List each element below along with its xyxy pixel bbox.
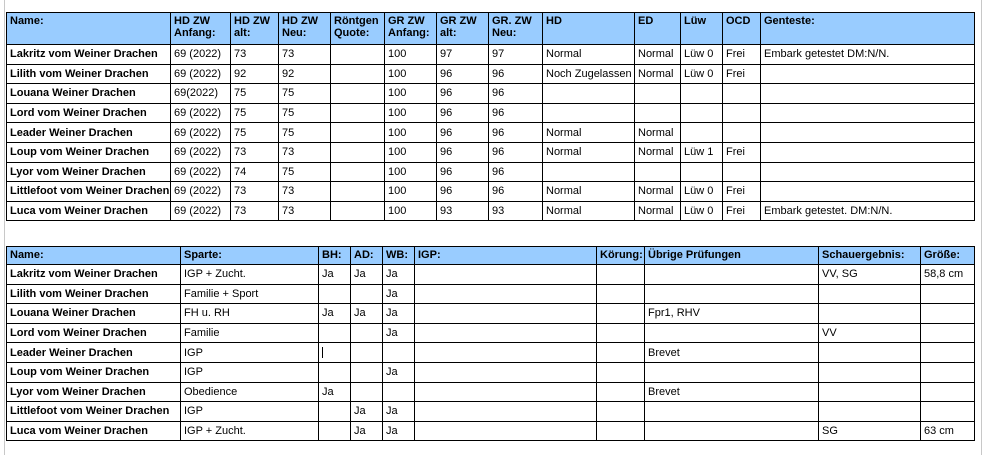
table-cell[interactable] bbox=[761, 103, 975, 123]
dog-name-cell[interactable]: Lilith vom Weiner Drachen bbox=[7, 284, 181, 304]
table-cell[interactable] bbox=[331, 64, 385, 84]
col-wb[interactable]: WB: bbox=[383, 247, 415, 265]
table-cell[interactable] bbox=[635, 103, 681, 123]
table-cell[interactable]: Frei bbox=[723, 64, 761, 84]
table-cell[interactable]: Normal bbox=[635, 123, 681, 143]
table-row bbox=[7, 343, 975, 363]
table-cell[interactable] bbox=[383, 343, 415, 363]
dog-name-cell[interactable]: Lyor vom Weiner Drachen bbox=[7, 162, 171, 182]
col-ocd[interactable]: OCD bbox=[723, 13, 761, 45]
table-cell[interactable]: 69 (2022) bbox=[171, 162, 231, 182]
table-cell[interactable]: 69 (2022) bbox=[171, 201, 231, 221]
table-cell[interactable] bbox=[723, 84, 761, 104]
table-cell[interactable]: Ja bbox=[351, 402, 383, 422]
table-row bbox=[7, 304, 975, 324]
table-cell[interactable] bbox=[921, 323, 975, 343]
table-cell[interactable] bbox=[319, 323, 351, 343]
table-cell[interactable] bbox=[597, 265, 645, 285]
dog-name-cell[interactable]: Leader Weiner Drachen bbox=[7, 343, 181, 363]
table-cell[interactable] bbox=[331, 45, 385, 65]
col-gr-zw-alt[interactable]: GR ZW alt: bbox=[437, 13, 489, 45]
table-cell[interactable] bbox=[331, 123, 385, 143]
table-cell[interactable]: 100 bbox=[385, 45, 437, 65]
table-cell[interactable] bbox=[415, 421, 597, 441]
table-cell[interactable]: Ja bbox=[383, 265, 415, 285]
table-cell[interactable]: Ja bbox=[319, 304, 351, 324]
table-cell[interactable]: 73 bbox=[279, 45, 331, 65]
table-cell[interactable] bbox=[761, 162, 975, 182]
table-cell[interactable]: 92 bbox=[279, 64, 331, 84]
table-cell[interactable] bbox=[597, 421, 645, 441]
col-luew[interactable]: Lüw bbox=[681, 13, 723, 45]
table-cell[interactable]: Frei bbox=[723, 201, 761, 221]
table-cell[interactable] bbox=[723, 103, 761, 123]
table-cell[interactable] bbox=[543, 84, 635, 104]
dog-name-cell[interactable]: Loup vom Weiner Drachen bbox=[7, 362, 181, 382]
table-cell[interactable] bbox=[415, 402, 597, 422]
table-cell[interactable] bbox=[597, 382, 645, 402]
table-cell[interactable]: 93 bbox=[489, 201, 543, 221]
table-cell[interactable] bbox=[319, 402, 351, 422]
table-cell[interactable]: Normal bbox=[543, 45, 635, 65]
table-cell[interactable] bbox=[597, 323, 645, 343]
col-bh[interactable]: BH: bbox=[319, 247, 351, 265]
table-cell[interactable]: 75 bbox=[231, 84, 279, 104]
table-cell[interactable]: Normal bbox=[543, 123, 635, 143]
table-cell[interactable] bbox=[681, 103, 723, 123]
table-cell[interactable] bbox=[351, 362, 383, 382]
sport-table bbox=[6, 246, 975, 441]
table-row bbox=[7, 284, 975, 304]
col-ad[interactable]: AD: bbox=[351, 247, 383, 265]
table-cell[interactable] bbox=[415, 362, 597, 382]
table-cell[interactable] bbox=[635, 162, 681, 182]
table-cell[interactable] bbox=[921, 402, 975, 422]
table-cell[interactable]: 75 bbox=[231, 103, 279, 123]
health-table-header bbox=[7, 13, 975, 45]
table-cell[interactable]: 69 (2022) bbox=[171, 45, 231, 65]
table-cell[interactable]: Obedience bbox=[181, 382, 319, 402]
table-cell[interactable]: IGP bbox=[181, 362, 319, 382]
table-cell[interactable]: 96 bbox=[437, 103, 489, 123]
table-row bbox=[7, 265, 975, 285]
table-cell[interactable]: FH u. RH bbox=[181, 304, 319, 324]
table-cell[interactable]: 75 bbox=[279, 84, 331, 104]
col-sparte[interactable]: Sparte: bbox=[181, 247, 319, 265]
table-cell[interactable] bbox=[331, 142, 385, 162]
table-cell[interactable] bbox=[645, 402, 819, 422]
table-cell[interactable]: Brevet bbox=[645, 343, 819, 363]
table-cell[interactable] bbox=[921, 343, 975, 363]
dog-name-cell[interactable]: Louana Weiner Drachen bbox=[7, 304, 181, 324]
dog-name-cell[interactable]: Lilith vom Weiner Drachen bbox=[7, 64, 171, 84]
table-cell[interactable]: Familie bbox=[181, 323, 319, 343]
table-cell[interactable]: 96 bbox=[437, 84, 489, 104]
table-cell[interactable]: 100 bbox=[385, 201, 437, 221]
table-cell[interactable] bbox=[645, 323, 819, 343]
table-cell[interactable]: Brevet bbox=[645, 382, 819, 402]
table-cell[interactable]: Ja bbox=[383, 284, 415, 304]
table-cell[interactable] bbox=[415, 265, 597, 285]
table-row bbox=[7, 64, 975, 84]
table-cell[interactable]: 96 bbox=[437, 142, 489, 162]
table-cell[interactable]: 75 bbox=[279, 162, 331, 182]
col-uebrige-pruefungen[interactable]: Übrige Prüfungen bbox=[645, 247, 819, 265]
table-cell[interactable]: 96 bbox=[489, 182, 543, 202]
table-cell[interactable]: 73 bbox=[279, 142, 331, 162]
table-cell[interactable]: 96 bbox=[437, 64, 489, 84]
table-cell[interactable]: 96 bbox=[489, 123, 543, 143]
table-cell[interactable] bbox=[319, 343, 351, 363]
table-cell[interactable] bbox=[819, 382, 921, 402]
col-igp[interactable]: IGP: bbox=[415, 247, 597, 265]
table-cell[interactable] bbox=[819, 402, 921, 422]
table-cell[interactable] bbox=[819, 343, 921, 363]
table-cell[interactable] bbox=[723, 162, 761, 182]
table-cell[interactable]: 69 (2022) bbox=[171, 142, 231, 162]
col-schauergebnis[interactable]: Schauergebnis: bbox=[819, 247, 921, 265]
table-cell[interactable]: 96 bbox=[437, 182, 489, 202]
table-cell[interactable] bbox=[415, 382, 597, 402]
dog-name-cell[interactable]: Littlefoot vom Weiner Drachen bbox=[7, 402, 181, 422]
table-cell[interactable] bbox=[319, 421, 351, 441]
table-cell[interactable]: Ja bbox=[383, 304, 415, 324]
table-cell[interactable] bbox=[597, 284, 645, 304]
table-cell[interactable]: 75 bbox=[279, 123, 331, 143]
table-cell[interactable]: 96 bbox=[489, 162, 543, 182]
col-ed[interactable]: ED bbox=[635, 13, 681, 45]
table-cell[interactable] bbox=[761, 64, 975, 84]
table-cell[interactable] bbox=[597, 304, 645, 324]
table-cell[interactable]: Frei bbox=[723, 142, 761, 162]
table-cell[interactable] bbox=[761, 123, 975, 143]
table-cell[interactable] bbox=[415, 323, 597, 343]
table-row bbox=[7, 182, 975, 202]
col-hd-zw-alt[interactable]: HD ZW alt: bbox=[231, 13, 279, 45]
table-cell[interactable] bbox=[351, 382, 383, 402]
table-cell[interactable] bbox=[415, 343, 597, 363]
table-cell[interactable]: 69 (2022) bbox=[171, 123, 231, 143]
dog-name-cell[interactable]: Lyor vom Weiner Drachen bbox=[7, 382, 181, 402]
col-hd-zw-anfang[interactable]: HD ZW Anfang: bbox=[171, 13, 231, 45]
table-cell[interactable]: Noch Zugelassen bbox=[543, 64, 635, 84]
table-cell[interactable]: Frei bbox=[723, 45, 761, 65]
table-cell[interactable]: Normal bbox=[543, 201, 635, 221]
table-row bbox=[7, 362, 975, 382]
col-groesse[interactable]: Größe: bbox=[921, 247, 975, 265]
sport-table-body bbox=[7, 265, 975, 441]
table-cell[interactable] bbox=[415, 284, 597, 304]
dog-name-cell[interactable]: Louana Weiner Drachen bbox=[7, 84, 171, 104]
table-cell[interactable]: IGP bbox=[181, 402, 319, 422]
table-cell[interactable]: Lüw 0 bbox=[681, 45, 723, 65]
table-row bbox=[7, 201, 975, 221]
table-cell[interactable] bbox=[331, 84, 385, 104]
table-cell[interactable] bbox=[331, 182, 385, 202]
sport-table-header bbox=[7, 247, 975, 265]
table-cell[interactable]: Normal bbox=[543, 142, 635, 162]
col-name[interactable]: Name: bbox=[7, 247, 181, 265]
table-cell[interactable] bbox=[597, 343, 645, 363]
table-cell[interactable]: SG bbox=[819, 421, 921, 441]
table-cell[interactable] bbox=[351, 323, 383, 343]
table-cell[interactable]: Familie + Sport bbox=[181, 284, 319, 304]
table-row bbox=[7, 103, 975, 123]
table-cell[interactable] bbox=[921, 382, 975, 402]
dog-name-cell[interactable]: Lakritz vom Weiner Drachen bbox=[7, 45, 171, 65]
table-cell[interactable] bbox=[819, 362, 921, 382]
table-cell[interactable]: 69(2022) bbox=[171, 84, 231, 104]
table-cell[interactable] bbox=[681, 123, 723, 143]
table-cell[interactable]: Ja bbox=[351, 304, 383, 324]
text-cursor bbox=[322, 347, 323, 358]
table-cell[interactable] bbox=[635, 84, 681, 104]
table-cell[interactable]: 73 bbox=[231, 142, 279, 162]
table-row bbox=[7, 142, 975, 162]
table-cell[interactable] bbox=[415, 304, 597, 324]
table-cell[interactable]: 73 bbox=[231, 201, 279, 221]
table-cell[interactable] bbox=[645, 265, 819, 285]
table-cell[interactable]: 96 bbox=[489, 103, 543, 123]
table-cell[interactable] bbox=[819, 284, 921, 304]
table-cell[interactable] bbox=[921, 284, 975, 304]
table-cell[interactable]: 96 bbox=[489, 64, 543, 84]
table-cell[interactable] bbox=[331, 103, 385, 123]
table-cell[interactable]: Ja bbox=[383, 421, 415, 441]
table-cell[interactable] bbox=[597, 402, 645, 422]
table-cell[interactable] bbox=[543, 162, 635, 182]
table-cell[interactable]: IGP bbox=[181, 343, 319, 363]
table-cell[interactable]: 92 bbox=[231, 64, 279, 84]
table-cell[interactable]: VV, SG bbox=[819, 265, 921, 285]
table-cell[interactable]: 69 (2022) bbox=[171, 182, 231, 202]
table-cell[interactable]: Embark getestet DM:N/N. bbox=[761, 45, 975, 65]
health-table bbox=[6, 12, 975, 221]
table-cell[interactable] bbox=[319, 362, 351, 382]
table-row bbox=[7, 45, 975, 65]
table-row bbox=[7, 84, 975, 104]
table-cell[interactable]: 97 bbox=[437, 45, 489, 65]
table-cell[interactable]: 96 bbox=[437, 162, 489, 182]
table-cell[interactable]: VV bbox=[819, 323, 921, 343]
table-cell[interactable]: Normal bbox=[543, 182, 635, 202]
table-cell[interactable]: 100 bbox=[385, 182, 437, 202]
table-cell[interactable] bbox=[645, 362, 819, 382]
table-cell[interactable]: Lüw 0 bbox=[681, 64, 723, 84]
table-cell[interactable] bbox=[921, 362, 975, 382]
table-cell[interactable] bbox=[319, 284, 351, 304]
table-cell[interactable]: 58,8 cm bbox=[921, 265, 975, 285]
table-cell[interactable]: Embark getestet. DM:N/N. bbox=[761, 201, 975, 221]
table-cell[interactable]: Ja bbox=[351, 265, 383, 285]
col-roentgen-quote[interactable]: Röntgen Quote: bbox=[331, 13, 385, 45]
table-cell[interactable] bbox=[723, 123, 761, 143]
table-cell[interactable]: 100 bbox=[385, 103, 437, 123]
dog-name-cell[interactable]: Leader Weiner Drachen bbox=[7, 123, 171, 143]
table-cell[interactable]: 74 bbox=[231, 162, 279, 182]
table-cell[interactable] bbox=[331, 201, 385, 221]
table-cell[interactable]: Ja bbox=[383, 402, 415, 422]
table-cell[interactable] bbox=[645, 284, 819, 304]
table-cell[interactable] bbox=[819, 304, 921, 324]
dog-name-cell[interactable]: Luca vom Weiner Drachen bbox=[7, 201, 171, 221]
table-cell[interactable]: Normal bbox=[635, 201, 681, 221]
table-cell[interactable] bbox=[383, 382, 415, 402]
table-cell[interactable]: 69 (2022) bbox=[171, 64, 231, 84]
table-cell[interactable]: 97 bbox=[489, 45, 543, 65]
dog-name-cell[interactable]: Loup vom Weiner Drachen bbox=[7, 142, 171, 162]
table-cell[interactable]: 73 bbox=[231, 45, 279, 65]
table-cell[interactable]: Normal bbox=[635, 182, 681, 202]
table-cell[interactable]: Ja bbox=[383, 362, 415, 382]
table-cell[interactable]: 96 bbox=[489, 84, 543, 104]
table-cell[interactable]: Normal bbox=[635, 45, 681, 65]
table-row bbox=[7, 123, 975, 143]
table-cell[interactable]: IGP + Zucht. bbox=[181, 265, 319, 285]
col-gr-zw-anfang[interactable]: GR ZW Anfang: bbox=[385, 13, 437, 45]
table-cell[interactable]: 73 bbox=[231, 182, 279, 202]
table-cell[interactable] bbox=[645, 421, 819, 441]
table-row bbox=[7, 162, 975, 182]
table-row bbox=[7, 382, 975, 402]
table-cell[interactable] bbox=[543, 103, 635, 123]
table-row bbox=[7, 421, 975, 441]
table-cell[interactable]: 73 bbox=[279, 201, 331, 221]
table-cell[interactable]: Lüw 0 bbox=[681, 182, 723, 202]
dog-name-cell[interactable]: Littlefoot vom Weiner Drachen bbox=[7, 182, 171, 202]
table-cell[interactable]: Frei bbox=[723, 182, 761, 202]
table-cell[interactable] bbox=[331, 162, 385, 182]
table-cell[interactable]: 100 bbox=[385, 123, 437, 143]
table-cell[interactable]: 96 bbox=[489, 142, 543, 162]
table-row bbox=[7, 323, 975, 343]
table-cell[interactable]: 75 bbox=[279, 103, 331, 123]
table-cell[interactable] bbox=[761, 142, 975, 162]
table-cell[interactable]: 100 bbox=[385, 64, 437, 84]
table-cell[interactable] bbox=[761, 84, 975, 104]
table-cell[interactable] bbox=[681, 84, 723, 104]
table-cell[interactable]: Ja bbox=[351, 421, 383, 441]
table-cell[interactable]: 63 cm bbox=[921, 421, 975, 441]
table-row bbox=[7, 402, 975, 422]
dog-name-cell[interactable]: Luca vom Weiner Drachen bbox=[7, 421, 181, 441]
table-cell[interactable]: 100 bbox=[385, 84, 437, 104]
dog-name-cell[interactable]: Lord vom Weiner Drachen bbox=[7, 323, 181, 343]
col-hd-zw-neu[interactable]: HD ZW Neu: bbox=[279, 13, 331, 45]
table-cell[interactable]: 96 bbox=[437, 123, 489, 143]
table-cell[interactable]: Lüw 1 bbox=[681, 142, 723, 162]
table-cell[interactable] bbox=[921, 304, 975, 324]
table-cell[interactable]: Normal bbox=[635, 64, 681, 84]
table-cell[interactable]: 73 bbox=[279, 182, 331, 202]
table-cell[interactable] bbox=[597, 362, 645, 382]
col-gr-zw-neu[interactable]: GR. ZW Neu: bbox=[489, 13, 543, 45]
col-koerung[interactable]: Körung: bbox=[597, 247, 645, 265]
table-cell[interactable] bbox=[681, 162, 723, 182]
dog-name-cell[interactable]: Lord vom Weiner Drachen bbox=[7, 103, 171, 123]
table-cell[interactable] bbox=[761, 182, 975, 202]
table-cell[interactable]: 75 bbox=[231, 123, 279, 143]
dog-name-cell[interactable]: Lakritz vom Weiner Drachen bbox=[7, 265, 181, 285]
table-cell[interactable]: Normal bbox=[635, 142, 681, 162]
table-cell[interactable]: 100 bbox=[385, 162, 437, 182]
table-cell[interactable]: 69 (2022) bbox=[171, 103, 231, 123]
table-cell[interactable]: 100 bbox=[385, 142, 437, 162]
table-cell[interactable]: Ja bbox=[383, 323, 415, 343]
table-cell[interactable]: Ja bbox=[319, 265, 351, 285]
table-cell[interactable] bbox=[351, 343, 383, 363]
table-cell[interactable] bbox=[351, 284, 383, 304]
table-cell[interactable]: 93 bbox=[437, 201, 489, 221]
col-name[interactable]: Name: bbox=[7, 13, 171, 45]
table-cell[interactable]: Lüw 0 bbox=[681, 201, 723, 221]
col-hd[interactable]: HD bbox=[543, 13, 635, 45]
col-genteste[interactable]: Genteste: bbox=[761, 13, 975, 45]
health-table-body bbox=[7, 45, 975, 221]
table-cell[interactable]: Ja bbox=[319, 382, 351, 402]
table-cell[interactable]: IGP + Zucht. bbox=[181, 421, 319, 441]
table-cell[interactable]: Fpr1, RHV bbox=[645, 304, 819, 324]
